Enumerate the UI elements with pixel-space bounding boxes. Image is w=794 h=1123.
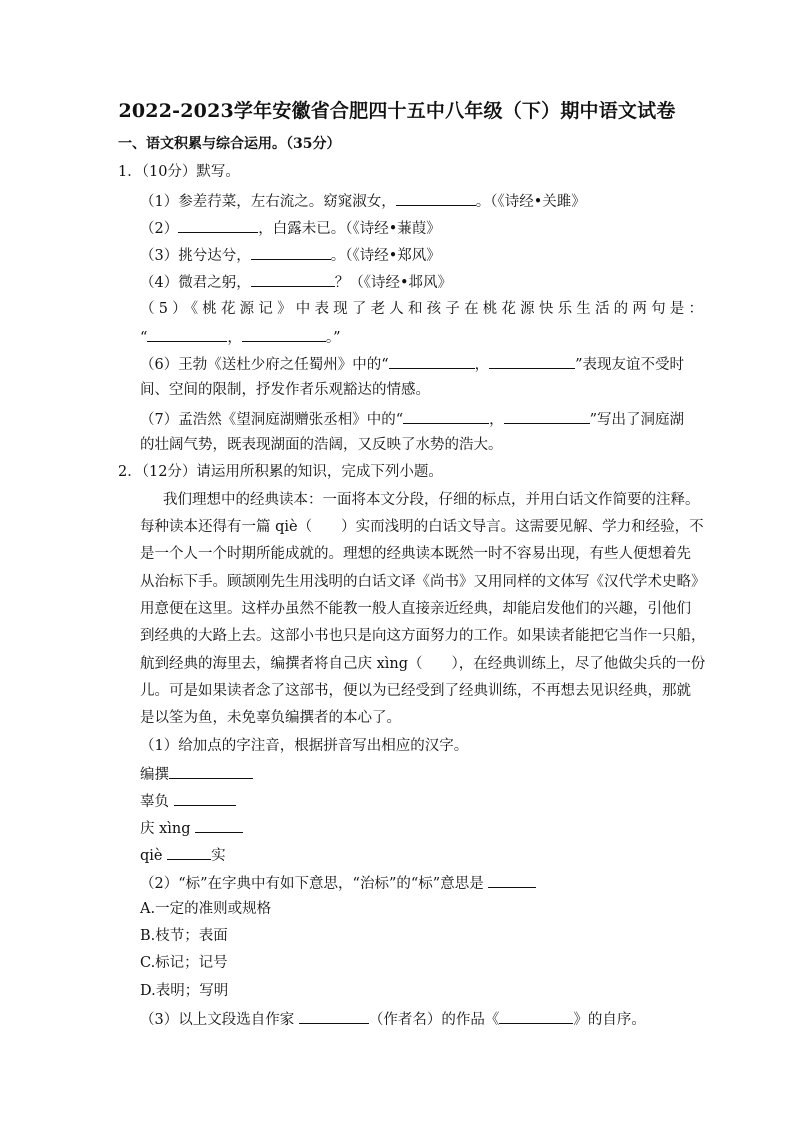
answer-blank[interactable] <box>499 1008 573 1024</box>
answer-blank[interactable] <box>167 844 211 860</box>
answer-blank[interactable] <box>251 244 331 260</box>
question-2-heading: 2．（12分）请运用所积累的知识，完成下列小题。 <box>118 464 443 480</box>
passage-line: 我们理想中的经典读本：一面将本文分段，仔细的标点，并用白话文作简要的注释。 <box>163 492 700 508</box>
answer-blank[interactable] <box>403 408 489 424</box>
passage-line: 从治标下手。顾颉刚先生用浅明的白话文译《尚书》又用同样的文体写《汉代学术史略》 <box>140 574 706 590</box>
answer-blank[interactable] <box>147 326 227 342</box>
section-heading: 一、语文积累与综合运用。（35分） <box>118 136 341 152</box>
answer-blank[interactable] <box>488 872 536 888</box>
q1-item-7-line2: 的壮阔气势，既表现湖面的浩阔，又反映了水势的浩大。 <box>140 437 503 453</box>
q1-item-4: （4）微君之躬， ？（《诗经•邶风》 <box>140 271 452 293</box>
q1-item-5-line2: “ ， 。” <box>140 326 341 348</box>
passage-line: 是以筌为鱼，未免辜负编撰者的本心了。 <box>140 710 401 726</box>
q1-item-3: （3）挑兮达兮， 。（《诗经•郑风》 <box>140 244 441 266</box>
q1-item-6-line2: 间、空间的限制，抒发作者乐观豁达的情感。 <box>140 382 430 398</box>
passage-line: 儿。可是如果读者念了这部书，便以为已经受到了经典训练，不再想去见识经典，那就 <box>140 683 691 699</box>
answer-blank[interactable] <box>178 217 258 233</box>
answer-blank[interactable] <box>389 353 475 369</box>
q2-part-2-heading: （2）“标”在字典中有如下意思，“治标”的“标”意思是 <box>140 872 536 894</box>
question-1-heading: 1．（10分）默写。 <box>118 164 240 180</box>
answer-blank[interactable] <box>195 817 243 833</box>
answer-blank[interactable] <box>489 353 575 369</box>
answer-blank[interactable] <box>251 271 335 287</box>
q2-part-1-item: 编撰 <box>140 763 253 785</box>
option-b[interactable]: B.枝节；表面 <box>140 928 228 944</box>
page-title: 2022-2023学年安徽省合肥四十五中八年级（下）期中语文试卷 <box>118 100 676 122</box>
q2-part-3: （3）以上文段选自作家 （作者名）的作品《 》的自序。 <box>140 1008 646 1030</box>
q2-part-1-item: 庆 xìng <box>140 817 243 839</box>
answer-blank[interactable] <box>299 1008 369 1024</box>
option-a[interactable]: A.一定的准则或规格 <box>140 901 272 917</box>
option-d[interactable]: D.表明；写明 <box>140 983 229 999</box>
option-c[interactable]: C.标记；记号 <box>140 955 228 971</box>
passage-line: 用意便在这里。这样办虽然不能教一般人直接亲近经典，却能启发他们的兴趣，引他们 <box>140 601 691 617</box>
q2-part-1-heading: （1）给加点的字注音，根据拼音写出相应的汉字。 <box>140 738 469 754</box>
q1-item-7-line1: （7）孟浩然《望洞庭湖赠张丞相》中的“ ， ”写出了洞庭湖 <box>140 408 684 430</box>
answer-blank[interactable] <box>396 190 476 206</box>
q1-item-5-line1: （5）《桃花源记》中表现了老人和孩子在桃花源快乐生活的两句是： <box>140 301 708 317</box>
passage-line: 航到经典的海里去，编撰者将自己庆 xìng（ ），在经典训练上，尽了他做尖兵的一份 <box>140 656 706 672</box>
q2-part-1-item: qiè 实 <box>140 844 226 866</box>
q1-item-6-line1: （6）王勃《送杜少府之任蜀州》中的“ ， ”表现友谊不受时 <box>140 353 684 375</box>
passage-line: 到经典的大路上去。这部小书也只是向这方面努力的工作。如果读者能把它当作一只船， <box>140 628 706 644</box>
answer-blank[interactable] <box>242 326 326 342</box>
passage-line: 每种读本还得有一篇 qiè（ ）实而浅明的白话文导言。这需要见解、学力和经验，不 <box>140 519 704 535</box>
answer-blank[interactable] <box>169 763 253 779</box>
q1-item-1: （1）参差荇菜，左右流之。窈窕淑女， 。（《诗经•关雎》 <box>140 190 586 212</box>
answer-blank[interactable] <box>504 408 590 424</box>
q1-item-2: （2） ，白露未已。（《诗经•蒹葭》 <box>140 217 441 239</box>
passage-line: 是一个人一个时期所能成就的。理想的经典读本既然一时不容易出现，有些人便想着先 <box>140 546 691 562</box>
q2-part-1-item: 辜负 <box>140 790 236 812</box>
answer-blank[interactable] <box>174 790 236 806</box>
